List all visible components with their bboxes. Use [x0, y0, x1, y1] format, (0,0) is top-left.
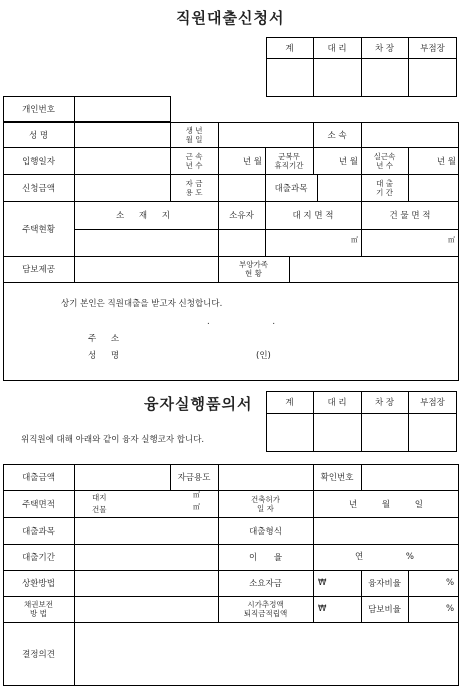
- approval-2-manager: 차 장: [374, 398, 395, 408]
- interest-label: 이 율: [248, 553, 283, 563]
- date-dots: . .: [207, 317, 306, 327]
- building-area-label: 건 물 면 적: [389, 211, 431, 221]
- land-area-unit: ㎡: [351, 236, 358, 244]
- approval-2-sign-head[interactable]: [409, 414, 456, 451]
- loan-ratio-field[interactable]: [409, 571, 445, 595]
- confirm-no-field[interactable]: [362, 465, 458, 489]
- loan-amount-label: 대출금액: [22, 473, 55, 483]
- seal-mark: (인): [256, 351, 271, 361]
- loan-amount-field[interactable]: [75, 465, 169, 489]
- service-years-label: 근 속 년 수: [185, 151, 203, 170]
- form1-title: 직원대출신청서: [176, 9, 285, 27]
- birth-field[interactable]: [219, 123, 312, 146]
- purpose-field[interactable]: [219, 175, 264, 200]
- applicant-name-label: 성 명: [88, 351, 126, 361]
- purpose2-field[interactable]: [219, 465, 312, 489]
- market-value-field[interactable]: [328, 597, 360, 621]
- dependents-field[interactable]: [290, 257, 458, 281]
- loan-type-label: 대출형식: [249, 526, 282, 537]
- interest-field[interactable]: [370, 545, 410, 569]
- dept-field[interactable]: [362, 123, 458, 146]
- leave-period-label: 군복무 휴직기간: [274, 151, 304, 170]
- loan-type-field[interactable]: [314, 518, 458, 543]
- collateral-label: 담보제공: [22, 265, 55, 275]
- required-funds-field[interactable]: [328, 571, 360, 595]
- hire-date-field[interactable]: [75, 148, 169, 173]
- loan-ratio-label: 융자비율: [368, 579, 401, 589]
- permit-date-label: 건축허가 일 자: [251, 494, 280, 513]
- loan-subject2-label: 대출과목: [22, 526, 55, 537]
- repayment-label: 상환방법: [22, 579, 55, 589]
- land-area-input[interactable]: [120, 492, 190, 503]
- request-amount-label: 신청금액: [22, 183, 55, 194]
- building-area-field[interactable]: [362, 230, 446, 255]
- collateral-ratio-pct: %: [446, 604, 455, 614]
- request-amount-field[interactable]: [75, 175, 169, 200]
- loan-subject-label: 대출과목: [274, 183, 308, 194]
- loan-period2-label: 대출기간: [22, 553, 55, 563]
- approval-2-sign-staff[interactable]: [267, 414, 312, 451]
- interest-unit: 연 %: [355, 552, 414, 562]
- repayment-field[interactable]: [75, 571, 217, 595]
- service-years-unit: 년 월: [242, 156, 262, 167]
- building-area-input[interactable]: [120, 504, 190, 515]
- collateral-ratio-field[interactable]: [409, 597, 445, 621]
- confirm-no-label: 확인번호: [320, 473, 354, 483]
- approval-1-deputy: 대 리: [327, 43, 347, 54]
- land-unit: ㎡: [193, 491, 200, 499]
- approval-2-sign-manager[interactable]: [362, 414, 407, 451]
- owner-field[interactable]: [219, 230, 264, 255]
- purpose-label: 자 금 용 도: [185, 178, 203, 197]
- land-label: 대지: [92, 493, 107, 502]
- approval-2-sign-deputy[interactable]: [314, 414, 360, 451]
- land-area-field[interactable]: [266, 230, 348, 255]
- housing-label: 주택현황: [22, 224, 55, 235]
- actual-service-unit: 년 월: [436, 156, 456, 167]
- loan-period2-field[interactable]: [75, 545, 217, 569]
- required-funds-label: 소요자금: [249, 579, 282, 589]
- name-field[interactable]: [75, 123, 169, 146]
- security-field[interactable]: [75, 597, 217, 621]
- address-label: 주 소: [88, 334, 126, 344]
- approval-1-staff: 계: [285, 43, 294, 54]
- security-label: 채권보전 방 법: [24, 600, 53, 618]
- loan-ratio-pct: %: [446, 578, 455, 588]
- decision-field[interactable]: [75, 623, 458, 685]
- approval-1-head: 부점장: [420, 43, 445, 54]
- approval-2-head: 부점장: [420, 398, 445, 408]
- location-label: 소 재 지: [115, 211, 177, 221]
- required-funds-won: ₩: [318, 578, 327, 588]
- decision-label: 결정의견: [22, 650, 55, 660]
- loan-subject-field[interactable]: [318, 175, 360, 200]
- approval-1-sign-manager[interactable]: [362, 59, 407, 96]
- approval-2-staff: 계: [285, 398, 294, 408]
- loan-period-label: 대 출 기 간: [376, 178, 393, 197]
- location-field[interactable]: [75, 230, 217, 255]
- name-label: 성 명: [28, 130, 49, 141]
- application-statement: 상기 본인은 직원대출을 받고자 신청합니다.: [61, 299, 223, 309]
- birth-label: 생 년 월 일: [185, 125, 203, 144]
- approval-1-sign-deputy[interactable]: [314, 59, 360, 96]
- building-area-unit: ㎡: [448, 236, 455, 244]
- approval-1-manager: 차 장: [374, 43, 395, 54]
- personal-no-field[interactable]: [75, 97, 170, 121]
- execution-statement: 위직원에 대해 아래와 같이 융자 실행코자 합니다.: [21, 435, 205, 445]
- owner-label: 소유자: [229, 211, 254, 221]
- loan-period-field[interactable]: [409, 175, 458, 200]
- dept-label: 소 속: [327, 130, 347, 141]
- building-unit: ㎡: [193, 503, 200, 511]
- loan-subject2-field[interactable]: [75, 518, 217, 543]
- approval-1-sign-head[interactable]: [409, 59, 456, 96]
- approval-2-deputy: 대 리: [327, 398, 347, 408]
- collateral-field[interactable]: [75, 257, 217, 281]
- dependents-label: 부양가족 현 황: [239, 260, 268, 278]
- housing-area-label: 주택면적: [22, 499, 55, 510]
- land-area-label: 대 지 면 적: [292, 211, 334, 221]
- permit-date-unit: 년 월 일: [348, 499, 424, 510]
- actual-service-label: 실근속 년 수: [373, 151, 396, 170]
- address-field[interactable]: [130, 331, 390, 346]
- market-value-label: 시가추정액 퇴직금적립액: [243, 600, 288, 618]
- collateral-ratio-label: 담보비율: [368, 605, 401, 615]
- form2-title: 융자실행품의서: [144, 395, 253, 413]
- market-value-won: ₩: [318, 604, 327, 614]
- building-label: 건물: [92, 505, 107, 514]
- applicant-name-field[interactable]: [130, 348, 250, 363]
- hire-date-label: 입행일자: [22, 156, 55, 167]
- personal-no-label: 개인번호: [22, 105, 55, 115]
- approval-1-sign-staff[interactable]: [267, 59, 312, 96]
- purpose2-label: 자금용도: [177, 473, 211, 483]
- leave-period-unit: 년 월: [338, 156, 358, 167]
